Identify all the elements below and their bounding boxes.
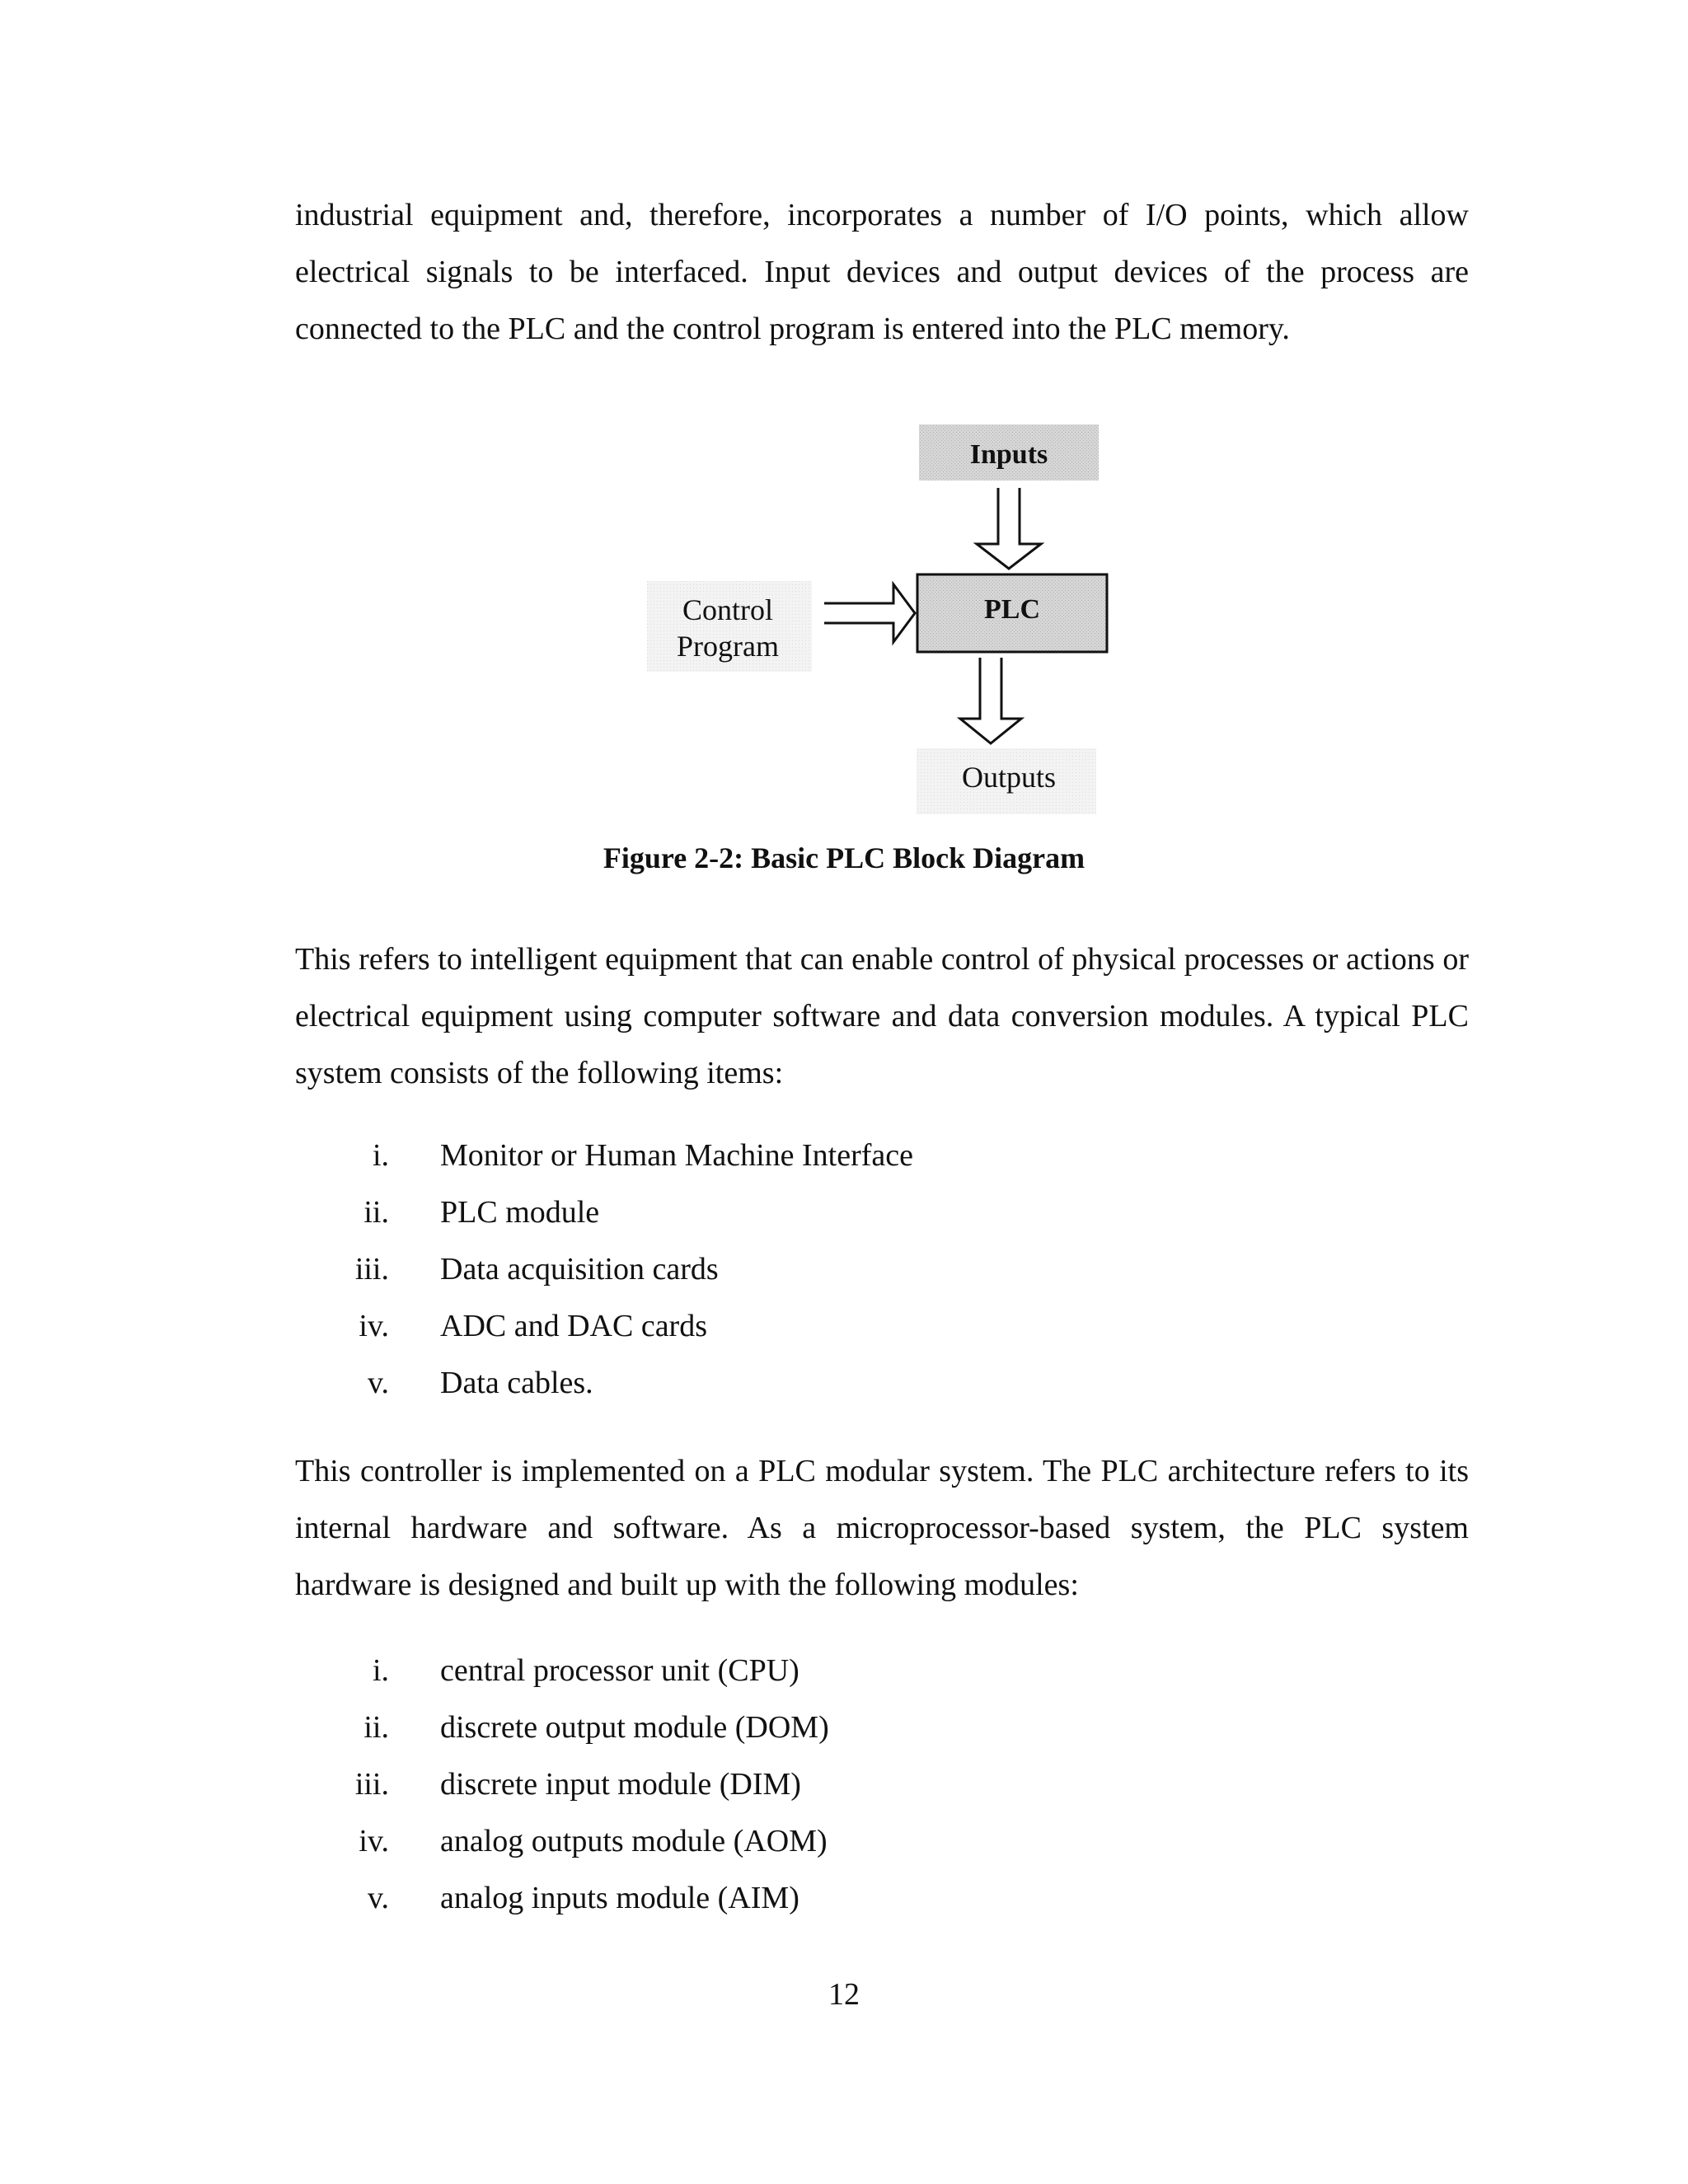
control-program-arrow: [824, 584, 915, 642]
list-item-text: central processor unit (CPU): [440, 1653, 799, 1688]
plc-items-list: [330, 1127, 1401, 1412]
list-item-number: v.: [367, 1366, 389, 1400]
inputs-label: Inputs: [969, 439, 1048, 470]
output-arrow: [960, 658, 1021, 743]
list-item-text: PLC module: [440, 1195, 600, 1230]
list-item-number: iv.: [359, 1824, 389, 1858]
list-item: [330, 1699, 1401, 1756]
list-item-text: discrete output module (DOM): [440, 1710, 829, 1745]
list-item-text: Data acquisition cards: [440, 1252, 719, 1286]
page-number: 12: [828, 1977, 860, 2012]
figure-caption: Figure 2-2: Basic PLC Block Diagram: [603, 841, 1085, 874]
list-item-text: ADC and DAC cards: [440, 1309, 708, 1343]
body-paragraph-plc-definition: This refers to intelligent equipment that can enable control of physical processes or actions or electrical equipment using computer software and data conversion modules. A typical PLC system consists of the following items:: [295, 942, 1469, 1090]
list-item-number: ii.: [363, 1195, 389, 1230]
list-item-number: iii.: [354, 1252, 389, 1286]
list-item-text: discrete input module (DIM): [440, 1767, 801, 1802]
list-item-number: i.: [372, 1653, 389, 1688]
control-label-line1: Control: [682, 593, 774, 626]
list-item-text: Monitor or Human Machine Interface: [440, 1138, 914, 1173]
list-item: [330, 1643, 1401, 1699]
plc-block-diagram: [643, 412, 1137, 841]
body-paragraph-architecture: This controller is implemented on a PLC modular system. The PLC architecture refers to its internal hardware and software. As a microprocessor-based system, the PLC system hardware is designed and built up with the following modules:: [295, 1454, 1469, 1602]
list-item-number: i.: [372, 1138, 389, 1173]
list-item-number: iv.: [359, 1309, 389, 1343]
list-item: [330, 1756, 1401, 1813]
list-item-text: Data cables.: [440, 1366, 593, 1400]
list-item: [330, 1127, 1401, 1184]
list-item: [330, 1298, 1401, 1355]
list-item-number: v.: [367, 1881, 389, 1915]
list-item: [330, 1870, 1401, 1927]
list-item-text: analog inputs module (AIM): [440, 1881, 799, 1915]
list-item: [330, 1241, 1401, 1298]
plc-label: PLC: [984, 594, 1040, 625]
plc-modules-list: [330, 1643, 1401, 1927]
input-arrow: [977, 488, 1041, 569]
list-item-number: iii.: [354, 1767, 389, 1802]
control-label-line2: Program: [677, 630, 779, 663]
list-item-text: analog outputs module (AOM): [440, 1824, 828, 1858]
list-item-number: ii.: [363, 1710, 389, 1745]
plc-diagram-svg: [643, 412, 1137, 841]
outputs-label: Outputs: [961, 761, 1057, 794]
list-item: [330, 1184, 1401, 1241]
body-paragraph-intro: industrial equipment and, therefore, incorporates a number of I/O points, which allow electrical signals to be interfaced. Input devices and output devices of the process are connected to the PLC and the control program is entered into the PLC memory.: [295, 198, 1469, 346]
list-item: [330, 1355, 1401, 1412]
list-item: [330, 1813, 1401, 1870]
